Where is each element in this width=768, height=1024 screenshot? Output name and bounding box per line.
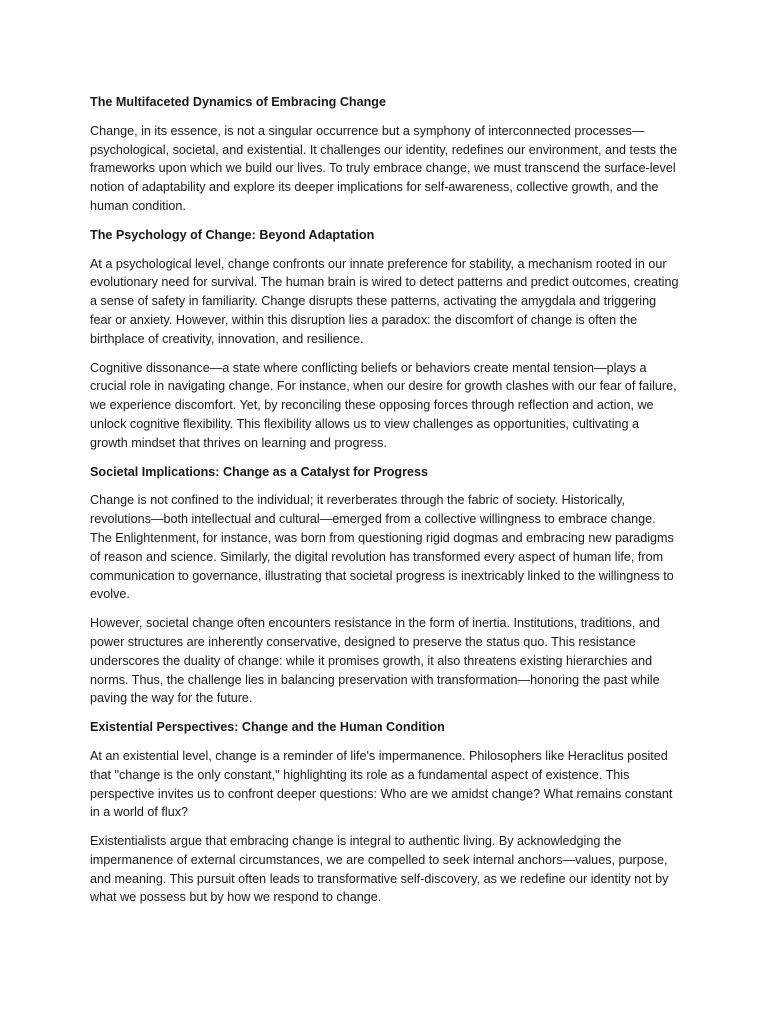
- societal-paragraph-1: Change is not confined to the individual; it reverberates through the fabric of society. Historically, revolutions—both intellectual and cultural—emerged from a collective willingness to embrace change. The Enlightenment, for instance, was born from questioning rigid dogmas and embracing new paradigms of reason and science. Similarly, the digital revolution has transformed every aspect of human life, from communication to governance, illustrating that societal progress is inextricably linked to the willingness to evolve.: [90, 493, 674, 602]
- section-heading-existential: Existential Perspectives: Change and the Human Condition: [90, 720, 445, 735]
- document-title: The Multifaceted Dynamics of Embracing Change: [90, 95, 387, 109]
- existential-paragraph-2: Existentialists argue that embracing change is integral to authentic living. By acknowledging the impermanence of external circumstances, we are compelled to seek internal anchors—values, purpose, and meaning. This pursuit often leads to transformative self-discovery, as we redefine our identity not by what we possess but by how we respond to change.: [90, 834, 669, 905]
- psychology-paragraph-1: At a psychological level, change confronts our innate preference for stability, a mechanism rooted in our evolutionary need for survival. The human brain is wired to detect patterns and predict outcomes, creating a sense of safety in familiarity. Change disrupts these patterns, activating the amygdala and triggering fear or anxiety. However, within this disruption lies a paradox: the discomfort of change is often the birthplace of creativity, innovation, and resilience.: [90, 256, 679, 346]
- section-heading-societal: Societal Implications: Change as a Catalyst for Progress: [90, 464, 429, 479]
- section-heading-psychology: The Psychology of Change: Beyond Adaptation: [90, 227, 375, 242]
- psychology-paragraph-2: Cognitive dissonance—a state where conflicting beliefs or behaviors create mental tension—plays a crucial role in navigating change. For instance, when our desire for growth clashes with our fear of failure, we experience discomfort. Yet, by reconciling these opposing forces through reflection and action, we unlock cognitive flexibility. This flexibility allows us to view challenges as opportunities, cultivating a growth mindset that thrives on learning and progress.: [90, 360, 677, 450]
- societal-paragraph-2: However, societal change often encounters resistance in the form of inertia. Institutions, traditions, and power structures are inherently conservative, designed to preserve the status quo. This resistance underscores the duality of change: while it promises growth, it also threatens existing hierarchies and norms. Thus, the challenge lies in balancing preservation with transformation—honoring the past while paving the way for the future.: [90, 616, 660, 706]
- intro-paragraph: Change, in its essence, is not a singular occurrence but a symphony of interconnected processes—psychological, societal, and existential. It challenges our identity, redefines our environment, and tests the frameworks upon which we build our lives. To truly embrace change, we must transcend the surface-level notion of adaptability and explore its deeper implications for self-awareness, collective growth, and the human condition.: [90, 123, 678, 213]
- existential-paragraph-1: At an existential level, change is a reminder of life's impermanence. Philosophers like Heraclitus posited that "change is the only constant," highlighting its role as a fundamental aspect of existence. This perspective invites us to confront deeper questions: Who are we amidst change? What remains constant in a world of flux?: [90, 748, 673, 820]
- document-body: [90, 93, 680, 907]
